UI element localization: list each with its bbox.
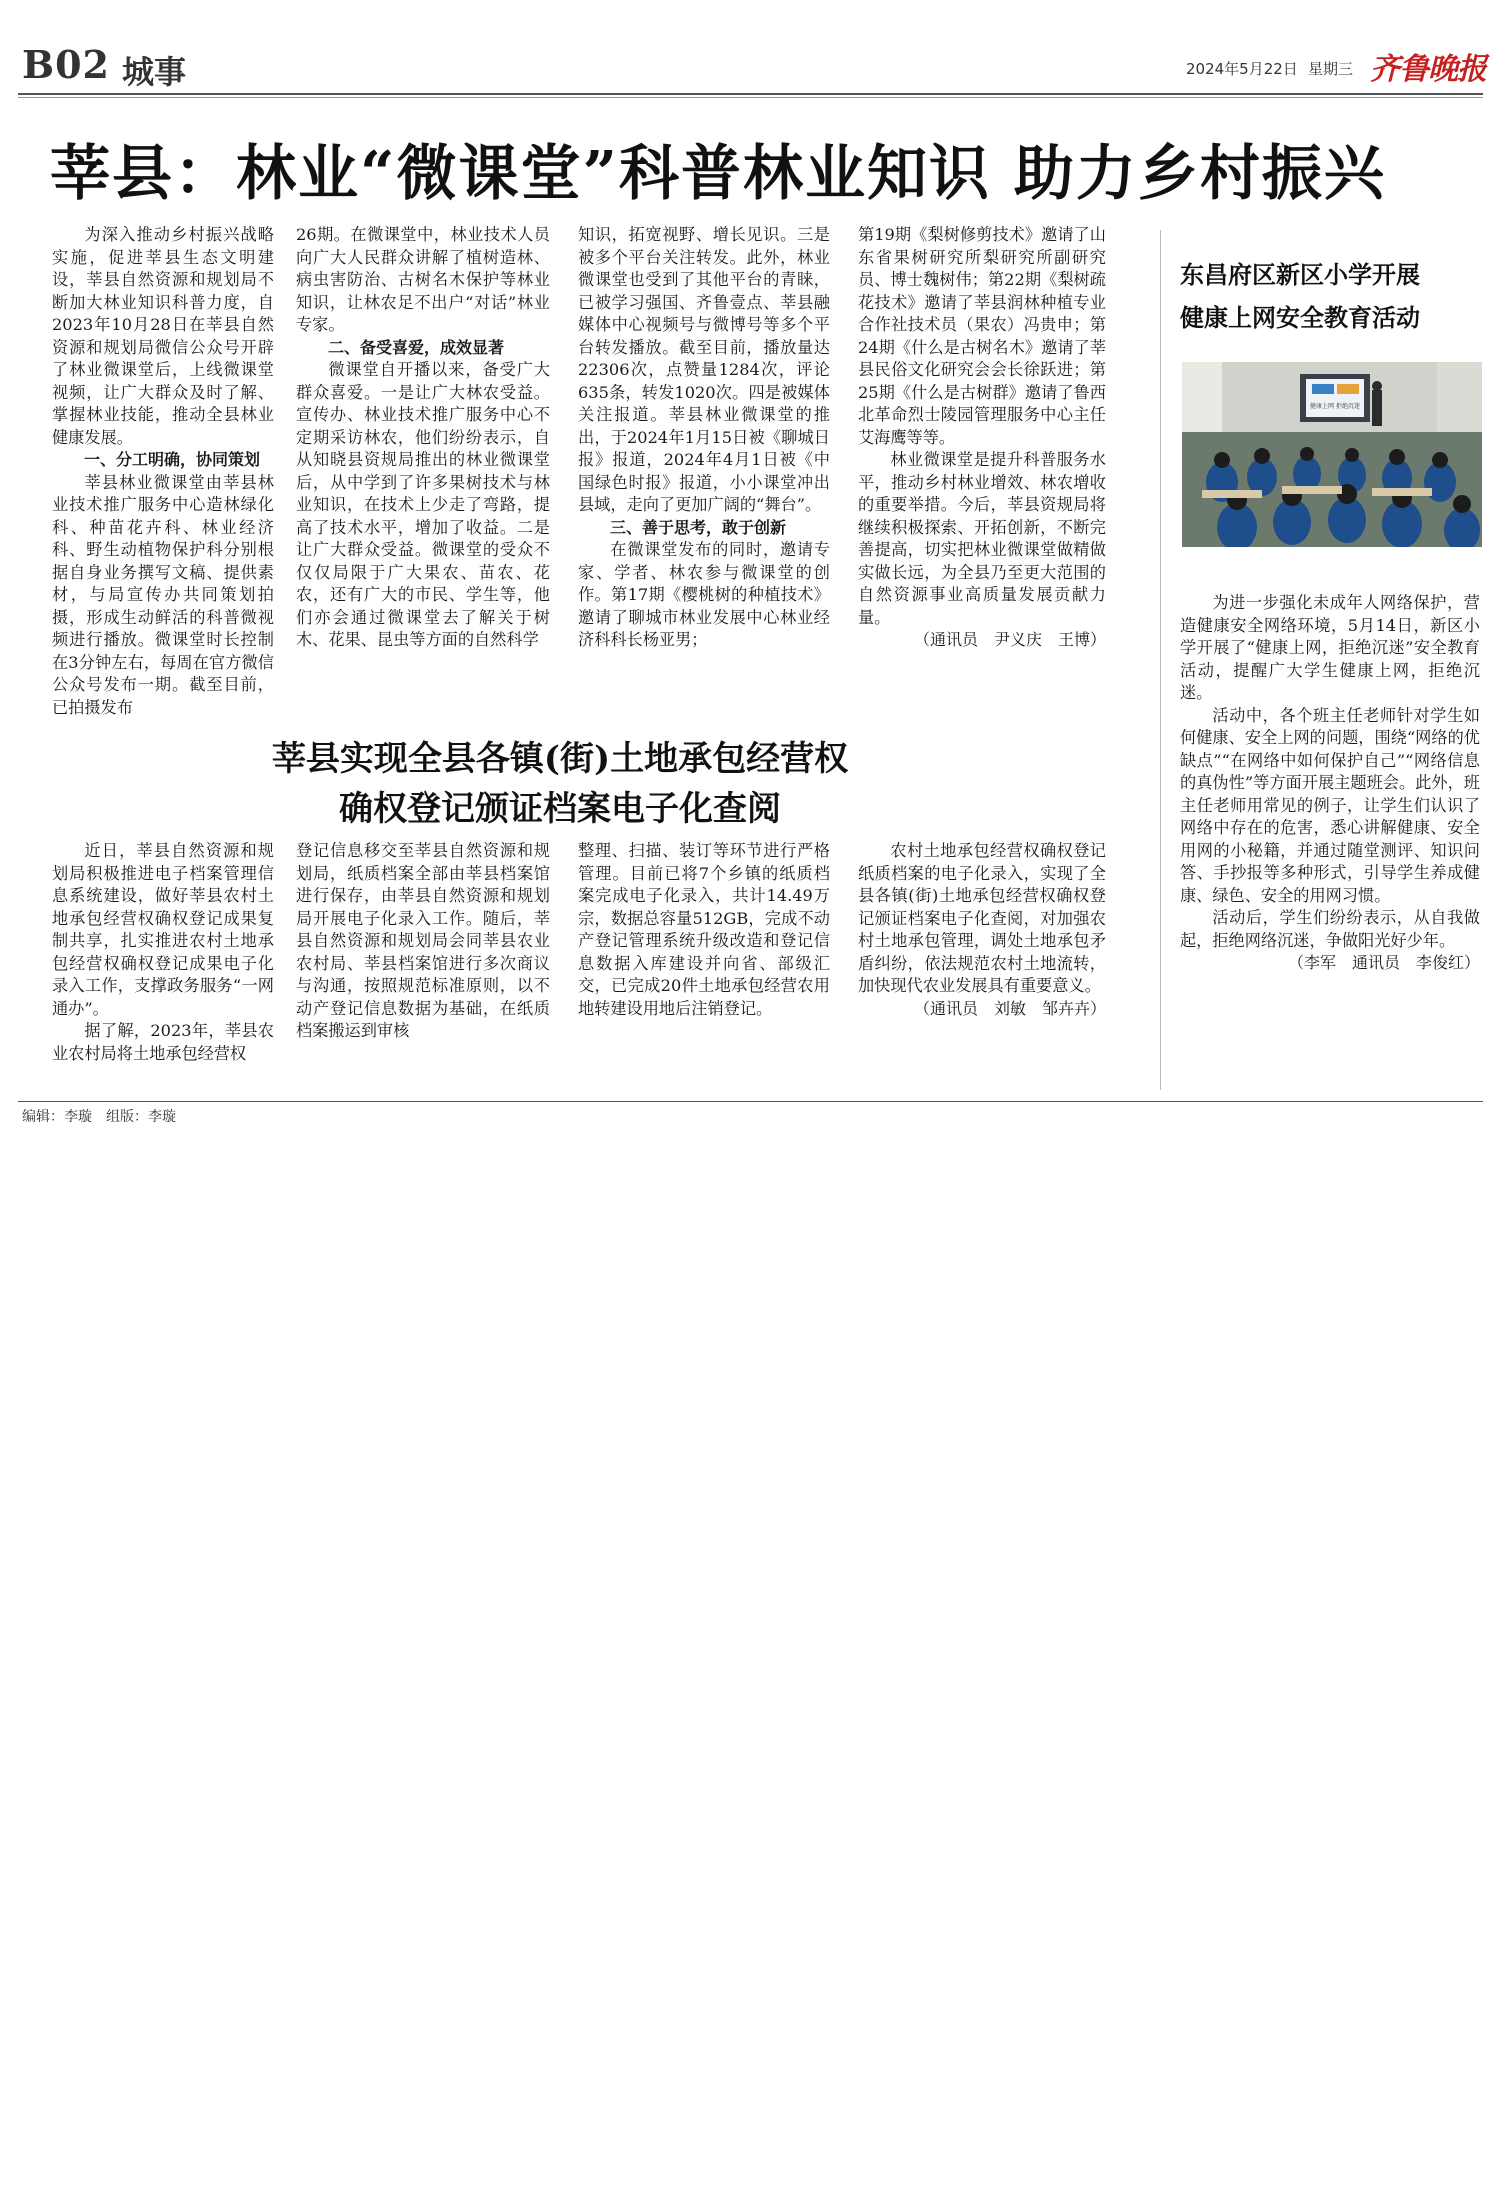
paragraph: 知识，拓宽视野、增长见识。三是被多个平台关注转发。此外，林业微课堂也受到了其他平台的青睐，已被学习强国、齐鲁壹点、莘县融媒体中心视频号与微博号等多个平台转发播放。截至目前，播放量达22306次，点赞量1284次，评论635条，转发1020次。四是被媒体关注报道。莘县林业微课堂的推出，于2024年1月15日被《聊城日报》报道，2024年4月1日被《中国绿色时报》报道，小小课堂冲出县域，走向了更加广阔的“舞台”。 — [578, 225, 830, 514]
paragraph: 26期。在微课堂中，林业技术人员向广大人民群众讲解了植树造林、病虫害防治、古树名木保护等林业知识，让林农足不出户“对话”林业专家。 — [296, 225, 550, 334]
issue-date: 2024年5月22日 — [1186, 60, 1298, 78]
paragraph: 整理、扫描、装订等环节进行严格管理。目前已将7个乡镇的纸质档案完成电子化录入，共计14.49万宗，数据总容量512GB，完成不动产登记管理系统升级改造和登记信息数据入库建设并向省、部级汇交，已完成20件土地承包经营农用地转建设用地后注销登记。 — [578, 841, 830, 1018]
paragraph: 林业微课堂是提升科普服务水平，推动乡村林业增效、林农增收的重要举措。今后，莘县资规局将继续积极探索、开拓创新，不断完善提高，切实把林业微课堂做精做实做长远，为全县乃至更大范围的自然资源事业高质量发展贡献力量。 — [858, 450, 1106, 627]
article2-headline — [240, 734, 880, 834]
article1-column-3 — [578, 224, 830, 652]
article1-byline: （通讯员 尹义庆 王博） — [913, 630, 1106, 649]
editor-credits: 编辑：李璇 组版：李璇 — [22, 1109, 176, 1125]
masthead-rule — [18, 93, 1483, 95]
sidebar-headline — [1180, 254, 1480, 340]
article2-column-3 — [578, 840, 830, 1020]
sidebar-byline: （李军 通讯员 李俊红） — [1287, 953, 1480, 972]
article1-column-2 — [296, 224, 550, 652]
article2-column-2 — [296, 840, 550, 1043]
paragraph: 活动中，各个班主任老师针对学生如何健康、安全上网的问题，围绕“网络的优缺点”“在网络中如何保护自己”“网络信息的真伪性”等方面开展主题班会。此外，班主任老师用常见的例子，让学生们认识了网络中存在的危害，悉心讲解健康、安全用网的小秘籍，并通过随堂测评、知识问答、手抄报等多种形式，引导学生养成健康、绿色、安全的用网习惯。 — [1180, 705, 1480, 905]
article2-headline-line-2: 确权登记颁证档案电子化查阅 — [339, 789, 781, 829]
paragraph: 第19期《梨树修剪技术》邀请了山东省果树研究所梨研究所副研究员、博士魏树伟；第22期《梨树疏花技术》邀请了莘县润林种植专业合作社技术员（果农）冯贵申；第24期《什么是古树名木》邀请了莘县民俗文化研究会会长徐跃进；第25期《什么是古树群》邀请了鲁西北革命烈士陵园管理服务中心主任艾海鹰等等。 — [858, 225, 1106, 447]
paragraph: 农村土地承包经营权确权登记纸质档案的电子化录入，实现了全县各镇(街)土地承包经营权确权登记颁证档案电子化查阅，对加强农村土地承包管理，调处土地承包矛盾纠纷，依法规范农村土地流转，加快现代农业发展具有重要意义。 — [858, 841, 1106, 995]
article2-headline-line-1: 莘县实现全县各镇(街)土地承包经营权 — [271, 739, 849, 779]
article1-headline: 莘县：林业“微课堂”科普林业知识 助力乡村振兴 — [50, 139, 1386, 209]
page-number: B02 — [22, 42, 110, 87]
paragraph: 莘县林业微课堂由莘县林业技术推广服务中心造林绿化科、种苗花卉科、林业经济科、野生动植物保护科分别根据自身业务撰写文稿、提供素材，与局宣传办共同策划拍摄，形成生动鲜活的科普微视频进行播放。微课堂时长控制在3分钟左右，每周在官方微信公众号发布一期。截至目前，已拍摄发布 — [52, 472, 274, 717]
column-divider — [1160, 230, 1161, 1090]
classroom-illustration — [1182, 362, 1482, 547]
paragraph: 微课堂自开播以来，备受广大群众喜爱。一是让广大林农受益。宣传办、林业技术推广服务中心不定期采访林农，他们纷纷表示，自从知晓县资规局推出的林业微课堂后，从中学到了许多果树技术与林业知识，在技术上少走了弯路，提高了技术水平，增加了收益。二是让广大群众受益。微课堂的受众不仅仅局限于广大果农、苗农、花农，还有广大的市民、学生等，他们亦会通过微课堂去了解关于树木、花果、昆虫等方面的自然科学 — [296, 360, 550, 649]
paragraph: 在微课堂发布的同时，邀请专家、学者、林农参与微课堂的创作。第17期《樱桃树的种植技术》邀请了聊城市林业发展中心林业经济科科长杨亚男； — [578, 540, 830, 649]
subheading: 一、分工明确，协同策划 — [84, 450, 261, 469]
paragraph: 登记信息移交至莘县自然资源和规划局，纸质档案全部由莘县档案馆进行保存，由莘县自然资源和规划局开展电子化录入工作。随后，莘县自然资源和规划局会同莘县农业农村局、莘县档案馆进行多次商议与沟通，按照规范标准原则，以不动产登记信息数据为基础，在纸质档案搬运到审核 — [296, 841, 550, 1040]
sidebar-body — [1180, 592, 1480, 975]
paragraph: 为进一步强化未成年人网络保护，营造健康安全网络环境，5月14日，新区小学开展了“健康上网，拒绝沉迷”安全教育活动，提醒广大学生健康上网，拒绝沉迷。 — [1180, 593, 1480, 702]
article1-column-4 — [858, 224, 1106, 652]
sidebar-headline-line-2: 健康上网安全教育活动 — [1180, 304, 1420, 332]
sidebar-headline-line-1: 东昌府区新区小学开展 — [1180, 261, 1420, 289]
subheading: 三、善于思考，敢于创新 — [610, 517, 787, 537]
newspaper-logo: 齐鲁晚报 — [1370, 52, 1486, 87]
classroom-photo — [1182, 362, 1482, 547]
footer-rule — [18, 1101, 1483, 1102]
article2-byline: （通讯员 刘敏 邹卉卉） — [913, 998, 1106, 1018]
masthead-rule-thin — [18, 97, 1483, 98]
subheading: 二、备受喜爱，成效显著 — [328, 337, 505, 357]
paragraph: 活动后，学生们纷纷表示，从自我做起，拒绝网络沉迷，争做阳光好少年。 — [1180, 908, 1480, 950]
paragraph: 近日，莘县自然资源和规划局积极推进电子档案管理信息系统建设，做好莘县农村土地承包经营权确权登记成果复制共享，扎实推进农村土地承包经营权确权登记成果电子化录入工作，支撑政务服务“一网通办”。 — [52, 841, 274, 1018]
paragraph: 为深入推动乡村振兴战略实施，促进莘县生态文明建设，莘县自然资源和规划局不断加大林业知识科普力度，自2023年10月28日在莘县自然资源和规划局微信公众号开辟了林业微课堂后，上线微课堂视频，让广大群众及时了解、掌握林业技能，推动全县林业健康发展。 — [52, 225, 274, 447]
screen-text: 健康上网 拒绝沉迷 — [1310, 403, 1360, 410]
article2-column-1 — [52, 840, 274, 1065]
issue-weekday: 星期三 — [1308, 60, 1354, 78]
article2-column-4 — [858, 840, 1106, 1020]
article1-column-1 — [52, 224, 274, 719]
paragraph: 据了解，2023年，莘县农业农村局将土地承包经营权 — [52, 1021, 274, 1063]
section-name: 城事 — [122, 53, 187, 91]
